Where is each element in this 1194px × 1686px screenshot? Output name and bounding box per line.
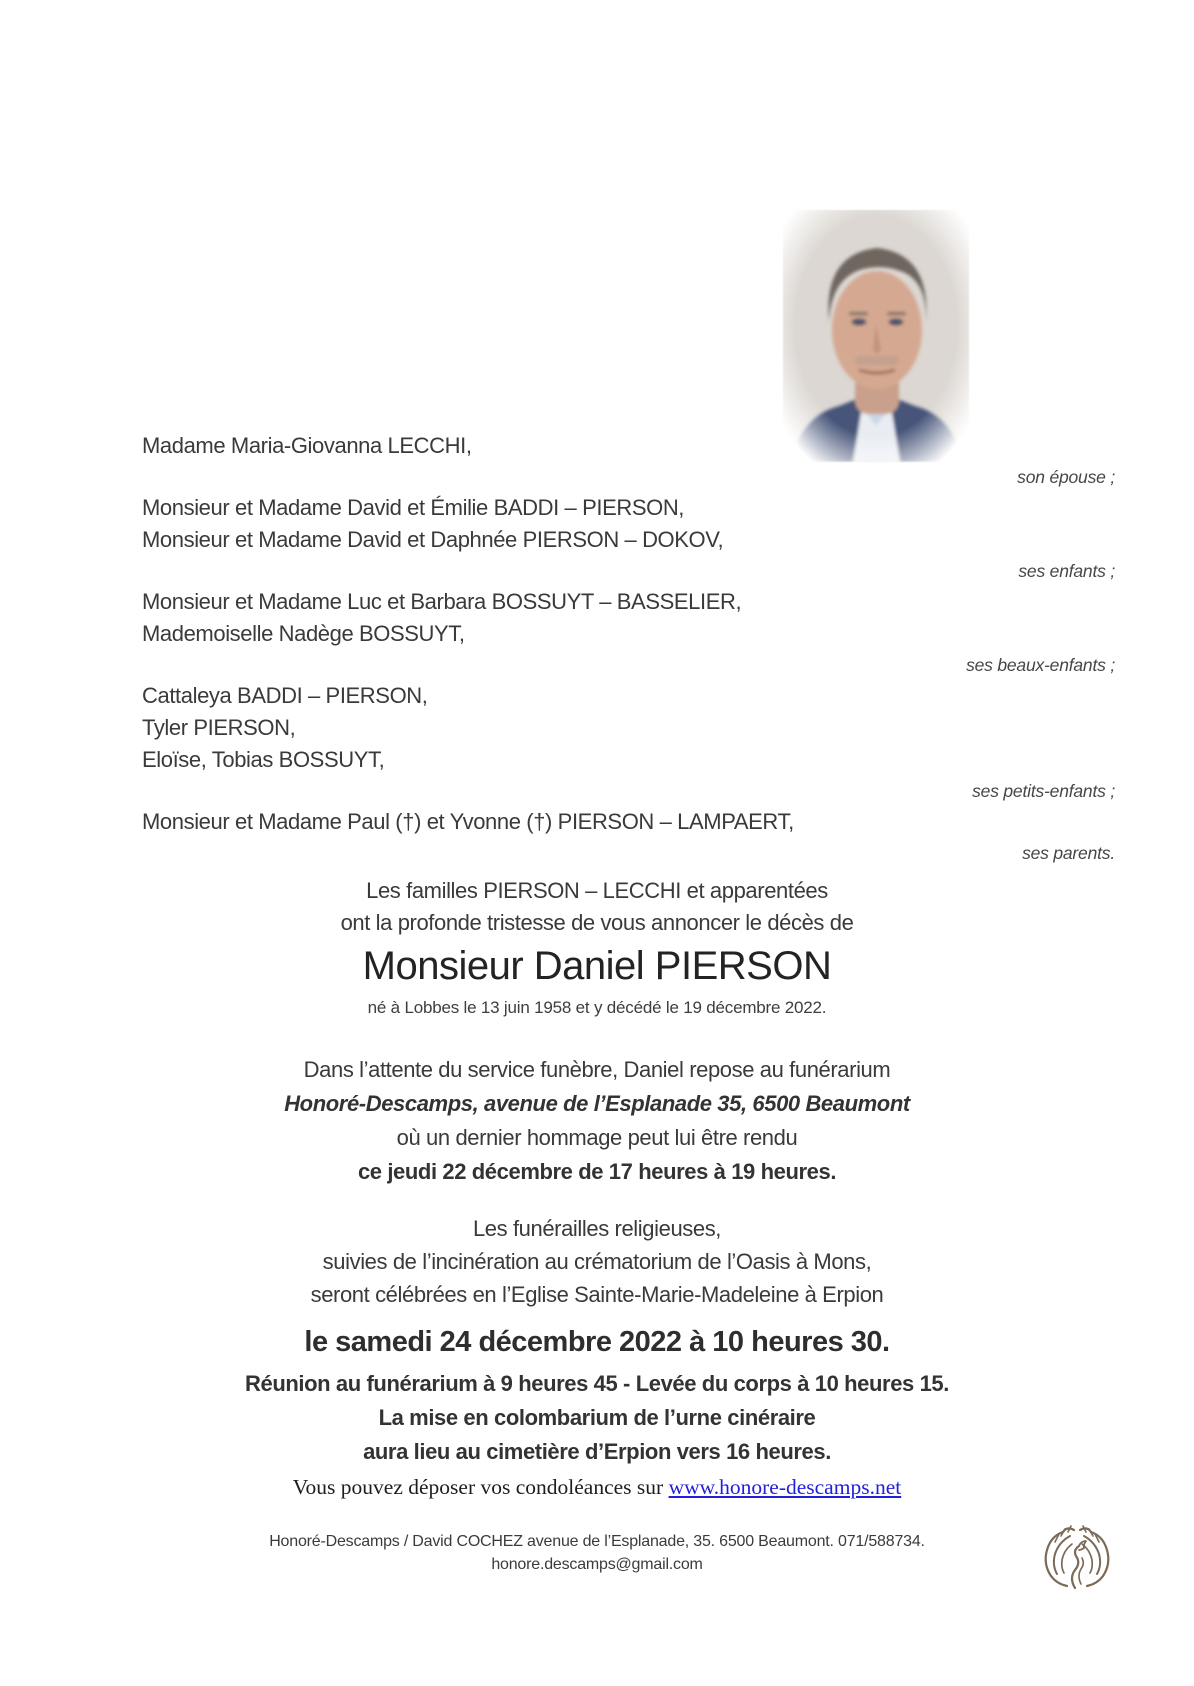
announcement-line: Les familles PIERSON – LECCHI et apparentées (366, 878, 828, 903)
funeral-line: seront célébrées en l’Eglise Sainte-Marie-Madeleine à Erpion (310, 1282, 884, 1307)
announcement-line: ont la profonde tristesse de vous annoncer le décès de (340, 910, 854, 935)
wake-line: où un dernier hommage peut lui être rendu (396, 1125, 798, 1150)
family-member-line: Monsieur et Madame Paul (†) et Yvonne (†) PIERSON – LAMPAERT, (142, 809, 794, 834)
life-dates: né à Lobbes le 13 juin 1958 et y décédé le 19 décembre 2022. (367, 998, 827, 1017)
family-member-line: Eloïse, Tobias BOSSUYT, (142, 747, 385, 772)
relation-label-children: ses enfants ; (1018, 561, 1115, 581)
funeral-date: le samedi 24 décembre 2022 à 10 heures 30. (304, 1326, 890, 1358)
family-member-line: Monsieur et Madame David et Émilie BADDI – PIERSON, (142, 495, 685, 520)
portrait-image (783, 210, 969, 462)
relation-label-grandchildren: ses petits-enfants ; (972, 781, 1115, 801)
family-member-line: Mademoiselle Nadège BOSSUYT, (142, 621, 465, 646)
condolences-text: Vous pouvez déposer vos condoléances sur (292, 1475, 669, 1499)
relation-label-parents: ses parents. (1022, 843, 1115, 863)
urn-info-line: aura lieu au cimetière d’Erpion vers 16 heures. (363, 1439, 831, 1464)
meeting-info: Réunion au funérarium à 9 heures 45 - Levée du corps à 10 heures 15. (245, 1371, 949, 1396)
phoenix-dove-icon (1036, 1520, 1118, 1596)
family-member-line: Tyler PIERSON, (142, 715, 296, 740)
condolences-link[interactable]: www.honore-descamps.net (668, 1475, 902, 1499)
funeral-block (0, 1212, 1194, 1469)
family-member-line: Madame Maria-Giovanna LECCHI, (142, 433, 472, 458)
family-list (142, 430, 1115, 868)
funeral-home-logo (1036, 1520, 1118, 1596)
relation-label-spouse: son épouse ; (1017, 467, 1115, 487)
funeral-home-footer (0, 1530, 1194, 1576)
funerarium-address: Honoré-Descamps, avenue de l’Esplanade 35, 6500 Beaumont (284, 1091, 910, 1116)
funeral-line: Les funérailles religieuses, (472, 1216, 722, 1241)
deceased-portrait-photo (783, 210, 969, 462)
condolences-line (0, 1471, 1194, 1503)
funeral-line: suivies de l’incinération au crématorium de l’Oasis à Mons, (322, 1249, 872, 1274)
announcement-block (0, 875, 1194, 1023)
funeral-home-contact: Honoré-Descamps / David COCHEZ avenue de l’Esplanade, 35. 6500 Beaumont. 071/588734. (269, 1533, 925, 1550)
wake-block (0, 1053, 1194, 1189)
wake-line: Dans l’attente du service funèbre, Daniel repose au funérarium (303, 1057, 891, 1082)
family-member-line: Monsieur et Madame Luc et Barbara BOSSUYT – BASSELIER, (142, 589, 742, 614)
family-member-line: Cattaleya BADDI – PIERSON, (142, 683, 428, 708)
deceased-name: Monsieur Daniel PIERSON (362, 944, 832, 988)
urn-info-line: La mise en colombarium de l’urne cinéraire (378, 1405, 816, 1430)
family-member-line: Monsieur et Madame David et Daphnée PIERSON – DOKOV, (142, 527, 724, 552)
wake-schedule: ce jeudi 22 décembre de 17 heures à 19 heures. (357, 1159, 837, 1184)
funeral-home-email: honore.descamps@gmail.com (491, 1556, 703, 1573)
relation-label-stepchildren: ses beaux-enfants ; (966, 655, 1115, 675)
